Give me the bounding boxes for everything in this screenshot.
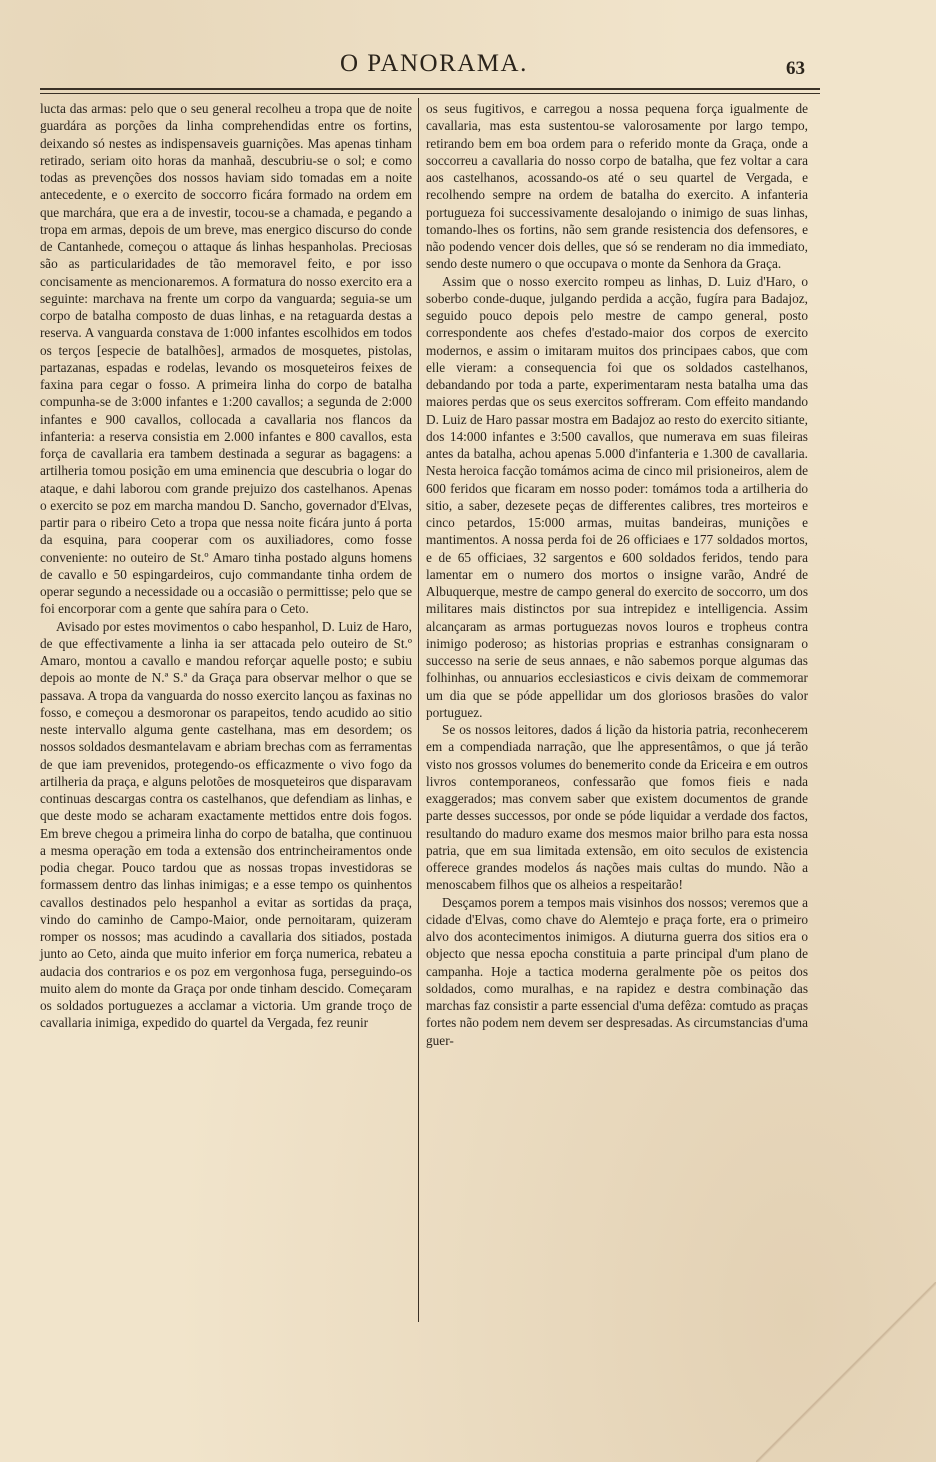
left-paragraph-1: lucta das armas: pelo que o seu general recolheu a tropa que de noite guardára as porções da linha comprehendidas entre os fortins, deixando só nestes as indispensaveis guarnições. Mas apenas tinham retirado, seriam oito horas da manhaã, descubriu-se o sol; e como todas as prevenções dos nossos haviam sido tomadas em a noite antecedente, e o exercito de soccorro ficára formado na ordem em que marchára, que era a de investir, tocou-se a chamada, e pegando a tropa em armas, depois de um breve, mas energico discurso do conde de Cantanhede, começou o attaque ás linhas hespanholas. Preciosas são as particularidades de tão memoravel feito, e por isso concisamente as mencionaremos. A formatura do nosso exercito era a seguinte: marchava na frente um corpo da vanguarda; seguia-se um corpo de batalha composto de duas linhas, e na retaguarda destas a reserva. A vanguarda constava de 1:000 infantes escolhidos em todos os terços [especie de batalhões], armados de mosquetes, pistolas, partazanas, espadas e rodelas, levando os mosqueteiros feixes de faxina para cegar o fosso. A primeira linha do corpo de batalha compunha-se de 3:000 infantes e 1:200 cavallos; a segunda de 2:000 infantes e 900 cavallos, collocada a cavallaria nos flancos da infanteria: a reserva consistia em 2.000 infantes e 800 cavallos, esta força de cavallaria era tambem destinada a segurar as bagagens: a artilheria tomou posição em uma eminencia que descubria o logar do ataque, e dahi laborou com grande prejuizo dos castelhanos. Apenas o exercito se poz em marcha mandou D. Sancho, governador d'Elvas, partir para o ribeiro Ceto a tropa que nessa noite ficára junto á porta da esquina, para cooperar com os auxiliadores, como fosse conveniente: no outeiro de St.º Amaro tinha postado alguns homens de cavallo e 50 espingardeiros, cujo commandante tinha ordem de operar segundo a necessidade ou a occasião o permittisse; pelo que se foi encorporar com a gente que sahíra para o Ceto. [40, 101, 412, 617]
paper-fold-mark [756, 1282, 936, 1462]
header-rule [40, 88, 820, 90]
column-divider [418, 98, 419, 1322]
header-rule-thin [40, 93, 820, 94]
right-paragraph-2: Assim que o nosso exercito rompeu as linhas, D. Luiz d'Haro, o soberbo conde-duque, julgando perdida a acção, fugíra para Badajoz, seguido pouco depois pelo mestre de campo general, posto correspondente aos chefes d'estado-maior dos corpos de exercito modernos, e assim o imitaram muitos dos principaes cabos, que com elle vieram: a consequencia foi que os soldados castelhanos, debandando por toda a parte, experimentaram nesta batalha uma das maiores perdas que os seus exercitos soffreram. Com effeito mandando D. Luiz de Haro passar mostra em Badajoz ao resto do exercito sitiante, dos 14:000 infantes e 3:500 cavallos, que numerava em suas fileiras antes da batalha, achou apenas 5.000 d'infanteria e 1.300 de cavallaria. Nesta heroica facção tomámos acima de cinco mil prisioneiros, alem de 600 feridos que ficaram em nosso poder: tomámos toda a artilheria do sitio, a saber, dezesete peças de differentes calibres, tres morteiros e cinco petardos, 15:000 armas, muitas bandeiras, munições e mantimentos. A nossa perda foi de 26 officiaes e 177 soldados mortos, e de 65 officiaes, 32 sargentos e 600 soldados feridos, tendo para lamentar em o numero dos mortos o insigne varão, André de Albuquerque, mestre de campo general do exercito de soccorro, um dos militares mais distinctos por sua intrepidez e intelligencia. Assim alcançaram as armas portuguezas novos louros e tropheus contra inimigo poderoso; as historias proprias e estranhas consignaram o successo na serie de seus annaes, e não sabemos porque algumas das folhinhas, ou annuarios ecclesiasticos e civis deixam de commemorar um dia que se póde appellidar um dos gloriosos brasões do valor portuguez. [426, 273, 808, 720]
right-paragraph-3: Se os nossos leitores, dados á lição da historia patria, reconhecerem em a compendiada narração, que lhe appresentâmos, o que já terão visto nos grossos volumes do benemerito conde da Ericeira e em outros livros contemporaneos, confessarão que fomos fieis e nada exaggerados; mas convem saber que existem documentos de grande parte desses successos, por onde se póde liquidar a verdade dos factos, resultando do maduro exame dos mesmos maior brilho para esta nossa patria, que em sua limitada extensão, em oito seculos de existencia offerece grandes modelos ás nações mais cultas do mundo. Não a menoscabem filhos que os alheios a respeitarão! [426, 722, 808, 893]
page-number: 63 [786, 58, 805, 79]
journal-title: O PANORAMA. [340, 50, 528, 77]
left-paragraph-2: Avisado por estes movimentos o cabo hespanhol, D. Luiz de Haro, de que effectivamente a linha ia ser attacada pelo outeiro de St.º Amaro, montou a cavallo e mandou reforçar aquelle posto; e subiu depois ao monte de N.ª S.ª da Graça para observar melhor o que se passava. A tropa da vanguarda do nosso exercito lançou as faxinas no fosso, e começou a desmoronar os parapeitos, tendo acudido ao sitio neste intervallo alguma gente castelhana, mas em desordem; os nossos soldados desmantelavam e abriam brechas com as ferramentas de que iam prevenidos, protegendo-os efficazmente o vivo fogo da artilheria da praça, e alguns pelotões de mosqueteiros que disparavam continuas descargas contra os castelhanos, que defendiam as linhas, e que deste modo se acharam exactamente mettidos entre dois fogos. Em breve chegou a primeira linha do corpo de batalha, que continuou a mesma operação em toda a extensão dos entrincheiramentos onde podia chegar. Pouco tardou que as nossas tropas investidoras se formassem dentro das linhas inimigas; e a esse tempo os quinhentos cavallos destinados pelo hespanhol a evitar as sortidas da praça, vindo do caminho de Campo-Maior, onde pernoitaram, quizeram romper os nossos; mas acudindo a cavallaria dos sitiados, postada junto ao Ceto, ainda que muito inferior em força numerica, rebateu a audacia dos contrarios e os poz em vergonhosa fuga, perseguindo-os muito alem do monte da Graça por onde tinham descido. Começaram os soldados portuguezes a acclamar a victoria. Um grande troço de cavallaria inimiga, expedido do quartel da Vergada, fez reunir [40, 618, 412, 1031]
left-column [40, 100, 412, 1032]
right-column [426, 100, 808, 1049]
right-paragraph-4: Desçamos porem a tempos mais visinhos dos nossos; veremos que a cidade d'Elvas, como chave do Alemtejo e praça forte, era o primeiro alvo dos acontecimentos inimigos. A diuturna guerra dos sitios era o objecto que nessa epocha constituia a parte principal d'um plano de campanha. Hoje a tactica moderna geralmente põe os peitos dos soldados, como muralhas, e na rapidez e destra combinação das marchas faz consistir a parte essencial d'uma defêza: comtudo as praças fortes não podem nem devem ser despresadas. As circumstancias d'uma guer- [426, 894, 808, 1048]
right-paragraph-1: os seus fugitivos, e carregou a nossa pequena força igualmente de cavallaria, mas esta sustentou-se valorosamente por largo tempo, retirando bem em boa ordem para o referido monte da Graça, onde a soccorreu a cavallaria do nosso corpo de batalha, que fez voltar a cara aos castelhanos, acossando-os até o seu quartel de Vergada, e recolhendo sempre na ordem de batalha do exercito. A infanteria portugueza foi successivamente desalojando o inimigo de suas linhas, tomando-lhes os fortins, não sem grande resistencia dos defensores, e não podendo vencer dois delles, que só se renderam no dia immediato, sendo deste numero o que occupava o monte da Senhora da Graça. [426, 101, 808, 272]
page-header [40, 50, 820, 86]
